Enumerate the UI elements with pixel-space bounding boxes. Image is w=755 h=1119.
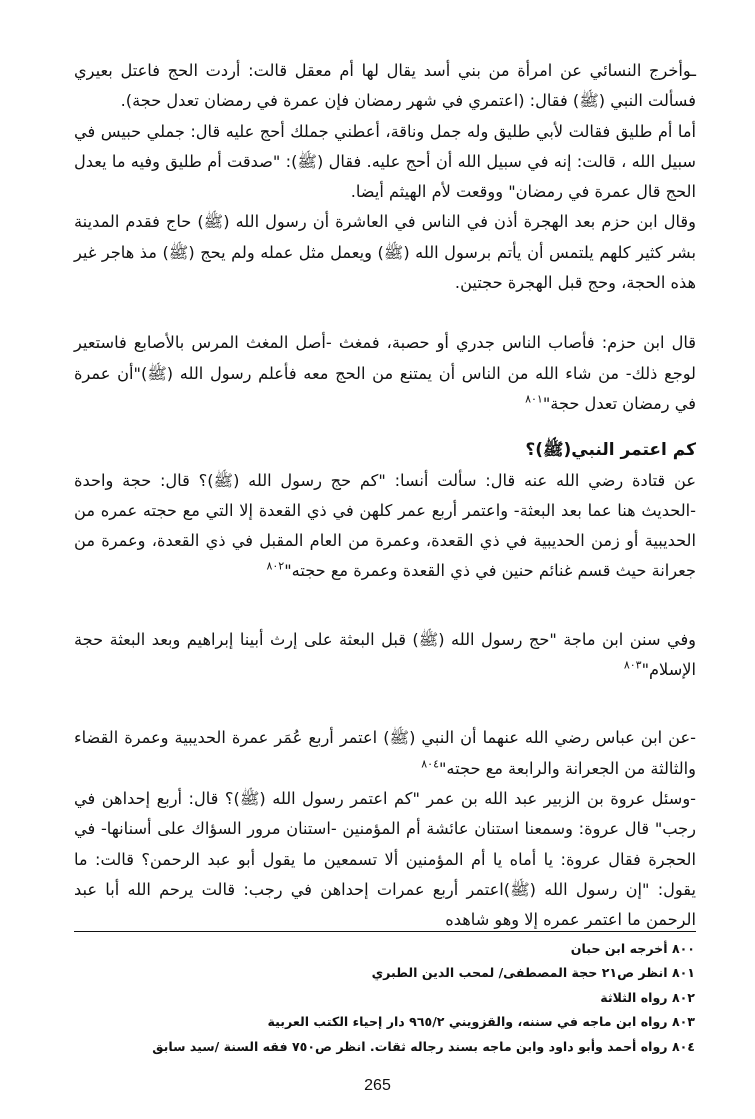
paragraph-ibn-abbas — [74, 723, 696, 784]
footnote-801: ٨٠١ انظر ص٢١ حجة المصطفى/ لمحب الدين الطبري — [371, 965, 695, 981]
footnotes-block — [95, 937, 695, 1059]
paragraph-ibn-hazm-quote — [74, 328, 696, 419]
ibn-hazm-quote-text: قال ابن حزم: فأصاب الناس جدري أو حصبة، فمغث -أصل المغث المرس بالأصابع فاستعير لوجع ذلك- من شاء الله من الناس أن يمتنع من الحج معه فأعلم رسول الله (ﷺ)"أن عمرة في رمضان تعدل حجة" — [74, 333, 696, 413]
footnote-ref-803: ٨٠٣ — [623, 658, 642, 672]
footnote-separator — [74, 931, 696, 932]
footnote-802: ٨٠٢ رواه الثلاثة — [600, 989, 695, 1005]
footnote-804: ٨٠٤ رواه أحمد وأبو داود وابن ماجه بسند رجاله ثقات. انظر ص٧٥٠ فقه السنة /سيد سابق — [152, 1038, 695, 1054]
qatada-text: عن قتادة رضي الله عنه قال: سألت أنسا: "كم حج رسول الله (ﷺ)؟ قال: حجة واحدة -الحديث هنا عما بعد البعثة- واعتمر أربع عمر كلهن في ذي القعدة إلا التي مع حجته عمره من الحديبية أو زمن الحديبية في ذي القعدة، وعمرة من العام المقبل في ذي القعدة، وعمرة من جعرانة حيث قسم غنائم حنين في ذي القعدة وعمرة مع حجته" — [74, 470, 696, 581]
paragraph-qatada — [74, 466, 696, 587]
ibn-majah-text: وفي سنن ابن ماجة "حج رسول الله (ﷺ) قبل البعثة على إرث أبينا إبراهيم وبعد البعثة حجة الإسلام" — [74, 629, 696, 680]
footnote-ref-801: ٨٠١ — [525, 392, 543, 406]
paragraph-ibn-majah — [74, 625, 696, 686]
footnote-803: ٨٠٣ رواه ابن ماجه في سننه، والقزويني ٩٦٥/٢ دار إحياء الكتب العربية — [267, 1014, 695, 1030]
main-text-block — [74, 56, 696, 935]
paragraph-nasai: ـوأخرج النسائي عن امرأة من بني أسد يقال لها أم معقل قالت: أردت الحج فاعتل بعيري فسألت النبي (ﷺ) فقال: (اعتمري في شهر رمضان فإن عمرة في رمضان تعدل حجة). — [74, 61, 696, 111]
paragraph-urwa: -وسئل عروة بن الزبير عبد الله بن عمر "كم اعتمر رسول الله (ﷺ)؟ قال: أربع إحداهن في رجب" قال عروة: وسمعنا استنان عائشة أم المؤمنين -استنان مرور السؤاك على أسنانها- في الحجرة فقال عروة: يا أماه يا أم المؤمنين ألا تسمعين ما يقول أبو عبد الرحمن؟ قالت: ما يقول: "إن رسول الله (ﷺ)اعتمر أربع عمرات إحداهن في رجب: قالت يرحم الله أبا عبد الرحمن ما اعتمر عمره إلا وهو شاهده — [74, 788, 696, 930]
page-number: 265 — [364, 1077, 391, 1094]
footnote-ref-802: ٨٠٢ — [266, 560, 285, 574]
footnote-ref-804: ٨٠٤ — [421, 757, 439, 771]
paragraph-ibn-hazm-hijra: وقال ابن حزم بعد الهجرة أذن في الناس في العاشرة أن رسول الله (ﷺ) حاج فقدم المدينة بشر كثير كلهم يلتمس أن يأتم برسول الله (ﷺ) ويعمل مثل عمله ولم يحج (ﷺ) مذ هاجر غير هذه الحجة، وحج قبل الهجرة حجتين. — [74, 212, 696, 293]
footnote-800: ٨٠٠ أخرجه ابن حبان — [570, 941, 695, 956]
paragraph-umm-tuleiq: أما أم طليق فقالت لأبي طليق وله جمل وناقة، أعطني جملك أحج عليه قال: جملي حبيس في سبيل الله ، قالت: إنه في سبيل الله أن أحج عليه. فقال (ﷺ): "صدقت أم طليق وفيه ما يعدل الحج قال عمرة في رمضان" ووقعت لأم الهيثم أيضا. — [74, 121, 696, 202]
ibn-abbas-text: -عن ابن عباس رضي الله عنهما أن النبي (ﷺ) اعتمر أربع عُمَر عمرة الحديبية وعمرة القضاء والثالثة من الجعرانة والرابعة مع حجته" — [74, 728, 696, 778]
section-heading: كم اعتمر النبي(ﷺ)؟ — [525, 440, 696, 461]
